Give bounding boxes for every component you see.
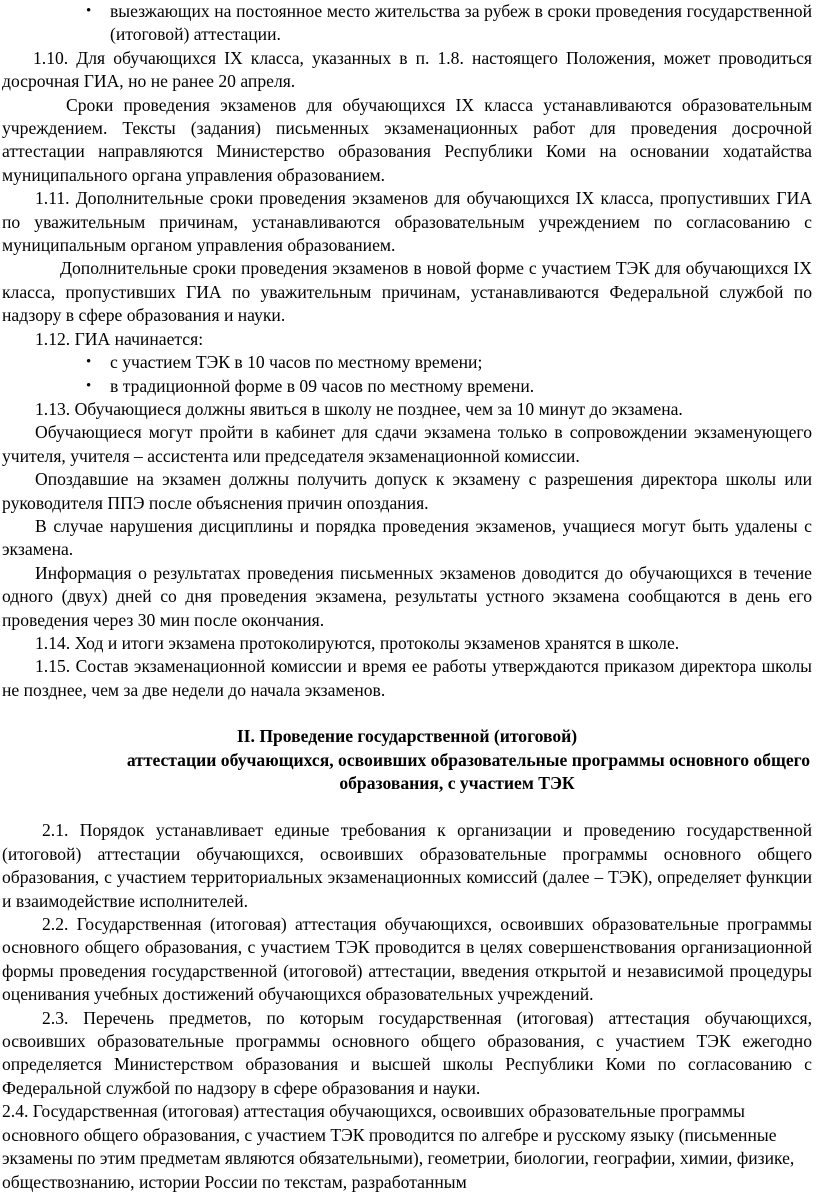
paragraph-1-10: 1.10. Для обучающихся IX класса, указанных в п. 1.8. настоящего Положения, может проводиться досрочная ГИА, но не ранее 20 апреля. (2, 47, 812, 92)
blank-line (2, 702, 812, 725)
bullet-text: выезжающих на постоянное место жительства за рубеж в сроки проведения государственной (итоговой) аттестации. (110, 1, 812, 45)
bullet-text: с участием ТЭК в 10 часов по местному времени; (110, 352, 483, 373)
bullet-text: в традиционной форме в 09 часов по местному времени. (110, 375, 535, 396)
section-heading-line-3: образования, с участием ТЭК (339, 773, 575, 793)
section-heading-line-2: аттестации обучающихся, освоивших образовательные программы основного общего (126, 749, 810, 770)
paragraph-1-15: 1.15. Состав экзаменационной комиссии и время ее работы утверждаются приказом директора школы не позднее, чем за две недели до начала экзаменов. (2, 656, 812, 700)
paragraph-escort: Обучающиеся могут пройти в кабинет для сдачи экзамена только в сопровождении экзаменующего учителя, учителя – ассистента или председателя экзаменационной комиссии. (2, 422, 812, 466)
paragraph-discipline: В случае нарушения дисциплины и порядка проведения экзаменов, учащиеся могут быть удалены с экзамена. (2, 515, 812, 560)
paragraph-additional-dates: Дополнительные сроки проведения экзаменов в новой форме с участием ТЭК для обучающихся IX класса, пропустивших ГИА по уважительным причинам, устанавливаются Федеральной службой по надзору в сфере образования и науки. (2, 258, 812, 326)
paragraph-late: Опоздавшие на экзамен должны получить допуск к экзамену с разрешения директора школы или руководителя ППЭ после объяснения причин опоздания. (2, 469, 812, 513)
bullet-item (2, 351, 812, 374)
section-heading-line-1: II. Проведение государственной (итоговой) (236, 726, 578, 747)
blank-line (2, 795, 812, 819)
bullet-icon: • (86, 354, 92, 371)
paragraph-2-1: 2.1. Порядок устанавливает единые требования к организации и проведению государственной (итоговой) аттестации обучающихся, освоивших образовательные программы основного общего образования, с участием территориальных экзаменационных комиссий (далее – ТЭК), определяет функции и взаимодействие исполнителей. (2, 820, 812, 911)
bullet-item (2, 375, 812, 398)
paragraph-2-4: 2.4. Государственная (итоговая) аттестация обучающихся, освоивших образовательные программы основного общего образования, с участием ТЭК проводится по алгебре и русскому языку (письменные экзамены по этим предметам являются обязательными), геометрии, биологии, географии, химии, физике, обществознанию, истории России по текстам, разработанным (2, 1101, 795, 1192)
paragraph-results: Информация о результатах проведения письменных экзаменов доводится до обучающихся в течение одного (двух) дней со дня проведения экзамена, результаты устного экзамена сообщаются в день его проведения через 30 мин после окончания. (2, 562, 812, 630)
bullet-icon: • (86, 3, 92, 19)
paragraph-1-14: 1.14. Ход и итоги экзамена протоколируются, протоколы экзаменов хранятся в школе. (35, 632, 680, 653)
bullet-icon: • (86, 377, 92, 394)
paragraph-2-3: 2.3. Перечень предметов, по которым государственная (итоговая) аттестация обучающихся, освоивших образовательные программы основного общего образования, с участием ТЭК ежегодно определяется Министерством образования и высшей школы Республики Коми по согласованию с Федеральной службой по надзору в сфере образования и науки. (2, 1007, 812, 1098)
bullet-item (2, 0, 812, 47)
paragraph-1-11: 1.11. Дополнительные сроки проведения экзаменов для обучающихся IX класса, пропустивших ГИА по уважительным причинам, устанавливаются образовательным учреждением по согласованию с муниципальным органом управления образованием. (2, 188, 812, 256)
paragraph-exam-dates: Сроки проведения экзаменов для обучающихся IX класса устанавливаются образовательным учреждением. Тексты (задания) письменных экзаменационных работ для проведения досрочной аттестации направляются Министерство образования Республики Коми на основании ходатайства муниципального органа управления образованием. (2, 94, 812, 185)
paragraph-2-2: 2.2. Государственная (итоговая) аттестация обучающихся, освоивших образовательные программы основного общего образования, с участием ТЭК проводится в целях совершенствования организационной формы проведения государственной (итоговой) аттестации, введения открытой и независимой процедуры оценивания учебных достижений обучающихся образовательных учреждений. (2, 914, 812, 1005)
document-page (2, 0, 812, 1194)
paragraph-1-13: 1.13. Обучающиеся должны явиться в школу не позднее, чем за 10 минут до экзамена. (35, 398, 683, 419)
paragraph-1-12: 1.12. ГИА начинается: (35, 328, 204, 349)
